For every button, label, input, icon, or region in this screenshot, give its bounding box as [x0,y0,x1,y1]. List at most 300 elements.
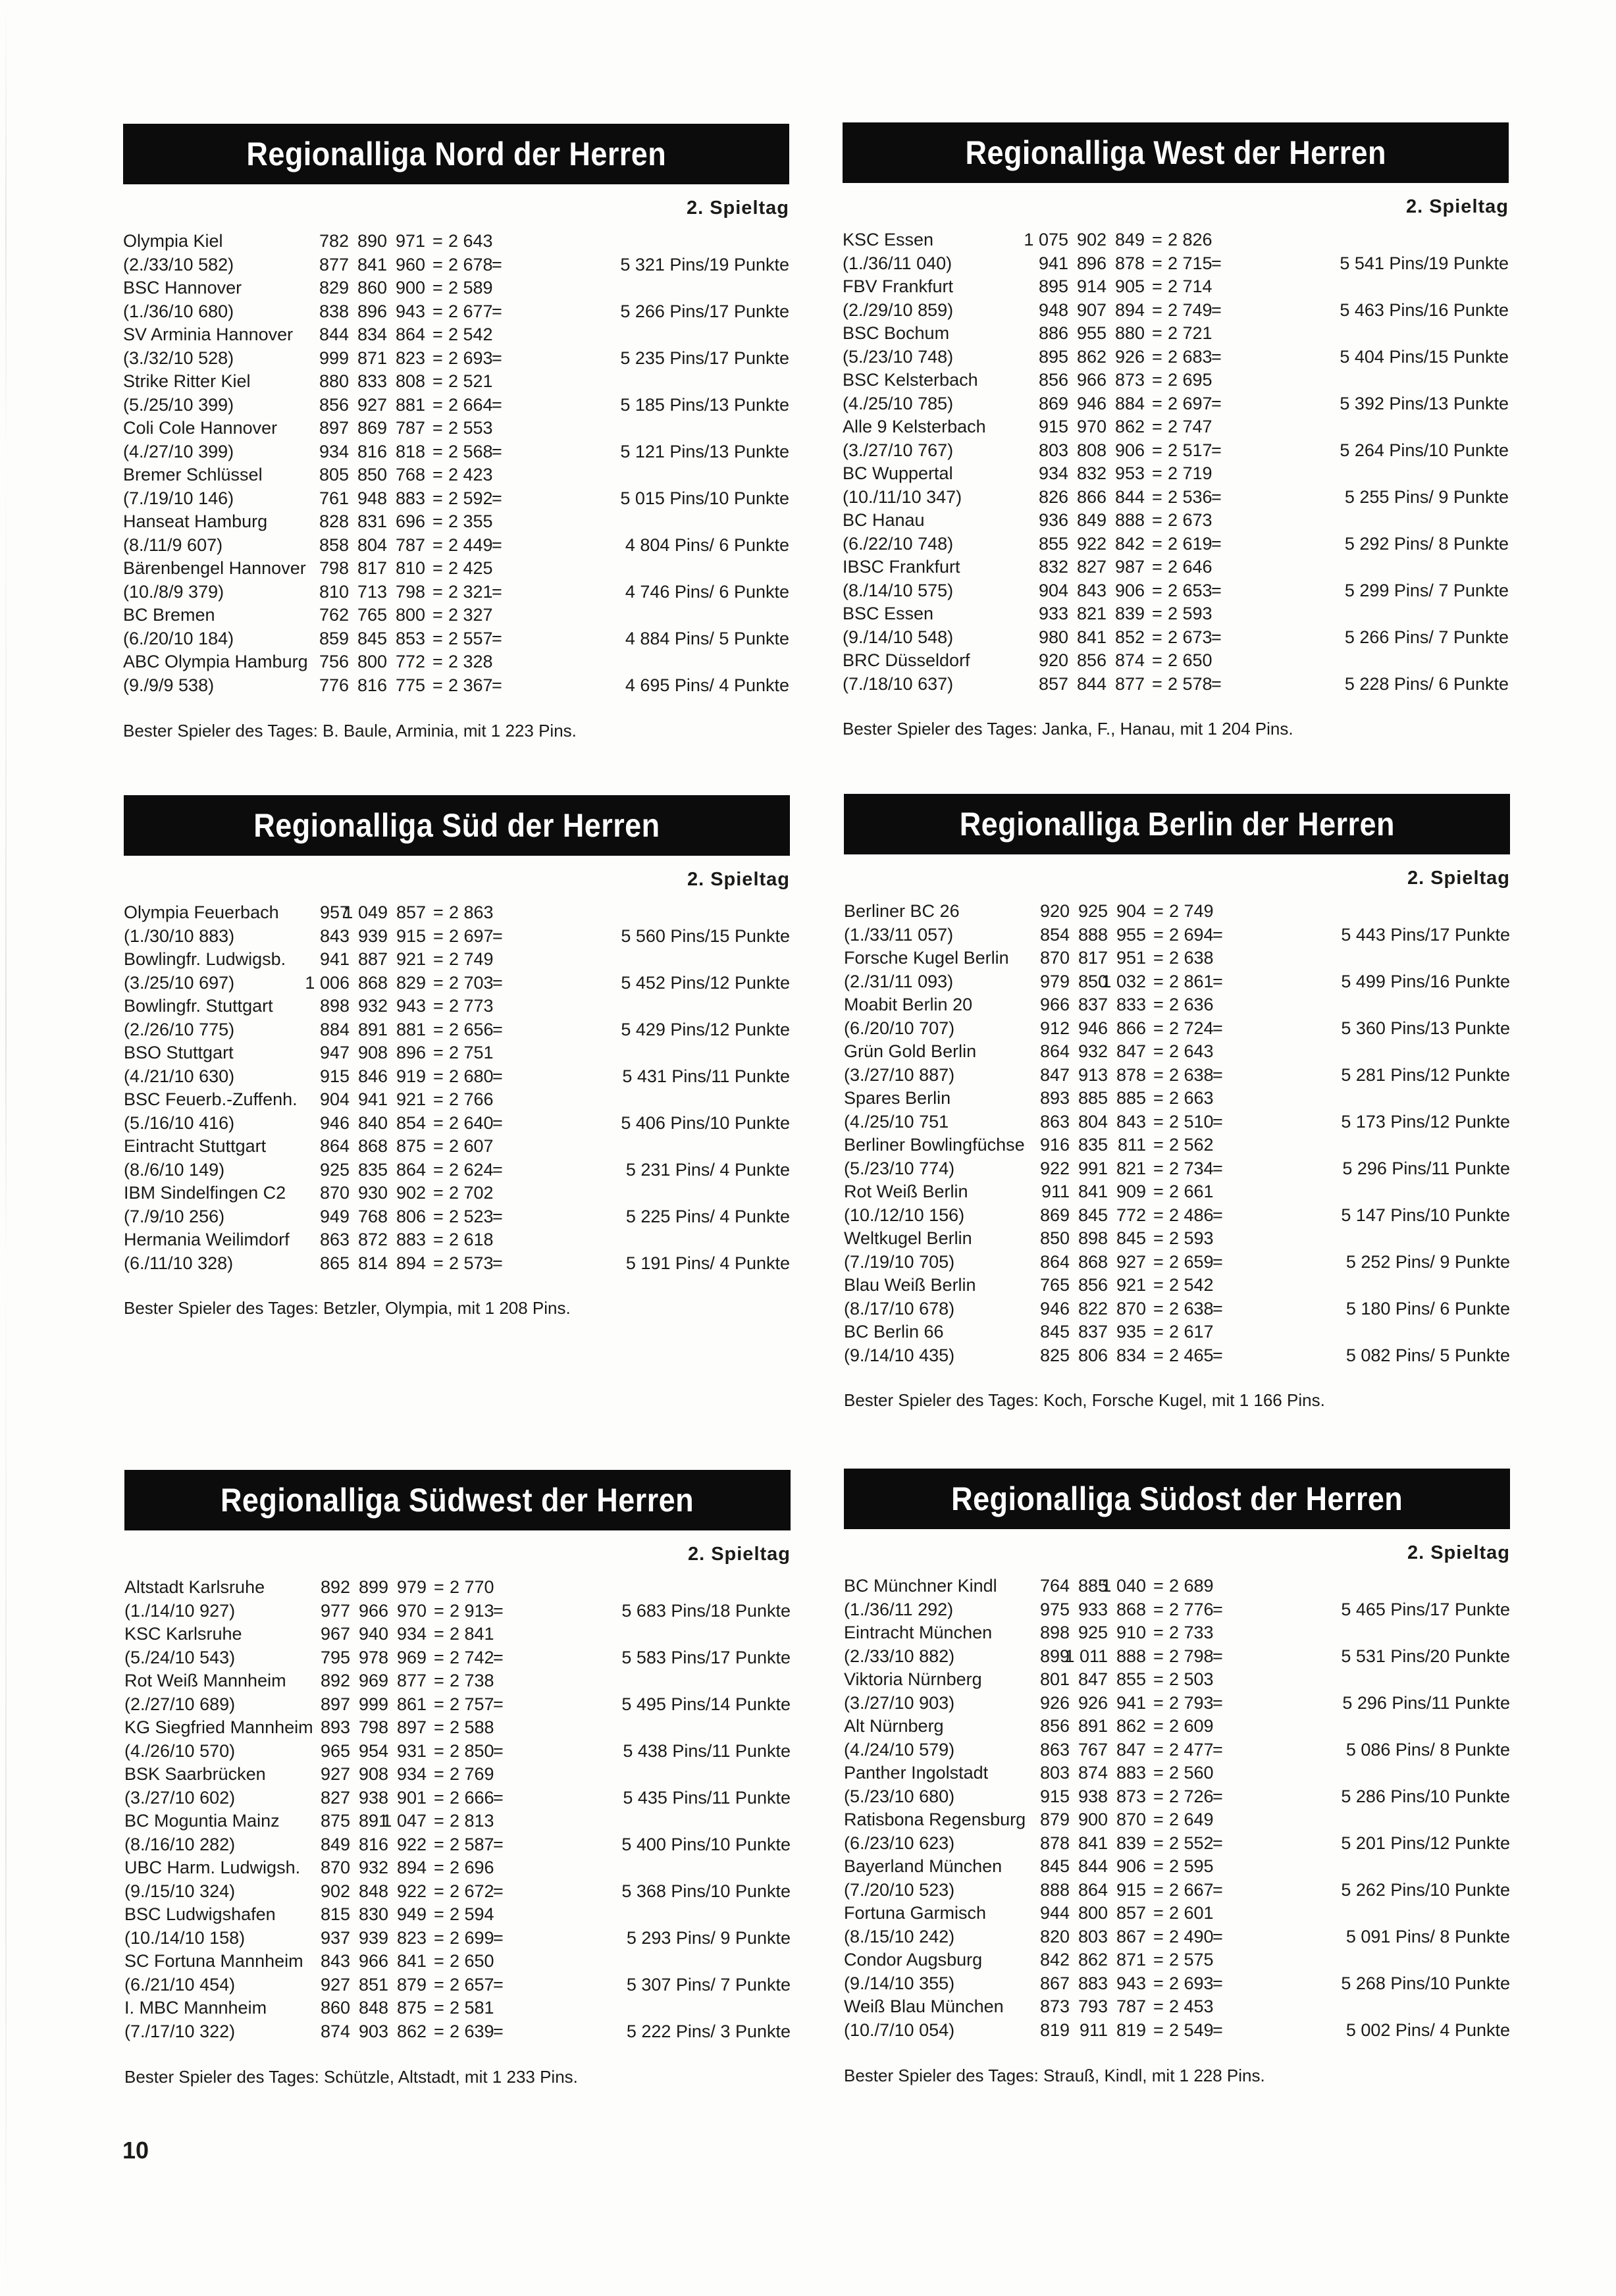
team-name: (1./36/11 292) [844,1599,954,1619]
game-1-pins: 761 [319,488,349,508]
matchday-sum: 2 776 [1169,1599,1214,1619]
team-name: (10./7/10 054) [844,2020,955,2040]
team-name: (2./29/10 859) [843,300,954,320]
section-banner [124,1470,791,1530]
game-3-pins: 934 [396,1764,427,1784]
game-3-pins: 941 [1116,1692,1146,1713]
game-3-pins: 900 [395,278,425,298]
game-1-pins: 874 [320,2021,350,2041]
game-1-pins: 765 [1039,1275,1070,1295]
equals-sign: = [1152,463,1162,483]
equals-sign: = [1152,486,1162,507]
game-1-pins: 803 [1038,440,1068,460]
equals-sign: = [433,902,444,922]
cumulative-total: 4 804 Pins/ 6 Punkte [625,535,789,555]
game-2-pins: 898 [1078,1228,1108,1248]
matchday-sum: 2 617 [1169,1322,1214,1342]
game-1-pins: 1 075 [1024,230,1068,249]
game-1-pins: 864 [319,1136,350,1156]
team-name: BSC Hannover [123,278,242,298]
matchday-sum: 2 747 [1168,417,1212,436]
game-3-pins: 906 [1116,1856,1146,1876]
game-3-pins: 855 [1116,1669,1146,1689]
game-3-pins: 909 [1116,1182,1146,1201]
equals-sign: = [432,348,443,368]
game-1-pins: 897 [320,1694,350,1714]
equals-sign: = [1153,1064,1164,1085]
team-name: (3./27/10 602) [124,1787,236,1808]
equals-sign: = [1152,346,1162,367]
team-name: IBM Sindelfingen C2 [124,1183,286,1203]
team-name: BC Moguntia Mainz [124,1811,280,1831]
page-number: 10 [122,2137,149,2164]
team-name: Spares Berlin [844,1088,951,1108]
best-player-note: Bester Spieler des Tages: Strauß, Kindl, mit 1 228 Pins. [844,2066,1265,2085]
game-1-pins: 920 [1038,650,1068,670]
matchday-sum: 2 609 [1169,1716,1214,1736]
game-2-pins: 837 [1078,995,1108,1014]
game-2-pins: 938 [358,1787,388,1808]
equals-sign: = [1212,1205,1223,1225]
equals-sign: = [1153,1275,1164,1295]
game-2-pins: 970 [1076,417,1107,436]
game-3-pins: 833 [1116,995,1146,1014]
team-name: Bärenbengel Hannover [123,558,306,578]
game-2-pins: 843 [1076,580,1107,600]
table-row [124,1973,791,1997]
game-3-pins: 861 [396,1694,427,1714]
cumulative-total: 5 683 Pins/18 Punkte [621,1600,791,1621]
team-name: FBV Frankfurt [843,276,954,296]
game-2-pins: 860 [357,278,387,298]
game-3-pins: 810 [395,558,425,578]
team-name: Viktoria Nürnberg [844,1669,982,1689]
game-2-pins: 913 [1078,1064,1108,1085]
game-2-pins: 978 [358,1647,388,1667]
equals-sign: = [434,1951,444,1971]
team-name: Alle 9 Kelsterbach [843,417,986,436]
equals-sign: = [433,926,444,946]
cumulative-total: 5 255 Pins/ 9 Punkte [1344,486,1509,507]
matchday-sum: 2 693 [1169,1973,1214,1993]
game-3-pins: 839 [1114,604,1145,623]
table-row [123,627,789,651]
table-row [124,1159,790,1182]
team-name: (1./36/11 040) [843,253,952,273]
table-row [843,556,1509,579]
cumulative-total: 5 185 Pins/13 Punkte [620,394,789,415]
matchday-sum: 2 573 [449,1253,494,1273]
equals-sign: = [1152,580,1162,600]
team-name: Bowlingfr. Stuttgart [124,996,273,1016]
matchday-sum: 2 636 [1169,995,1214,1014]
game-3-pins: 953 [1114,463,1145,483]
game-1-pins: 936 [1038,510,1068,530]
equals-sign: = [433,1043,444,1062]
equals-sign: = [493,1881,504,1901]
table-row [843,673,1509,696]
table-row [844,1925,1510,1949]
game-2-pins: 907 [1076,300,1107,320]
matchday-sum: 2 683 [1168,346,1212,367]
game-2-pins: 816 [358,1834,388,1854]
game-3-pins: 874 [1114,650,1145,670]
equals-sign: = [1153,971,1164,991]
game-1-pins: 916 [1039,1135,1070,1155]
game-1-pins: 856 [1038,370,1068,390]
game-2-pins: 932 [358,1858,388,1877]
matchday-sum: 2 656 [449,1019,494,1039]
table-row [844,1251,1510,1274]
game-1-pins: 854 [1039,924,1070,945]
matchday-sum: 2 913 [450,1600,494,1621]
game-3-pins: 888 [1116,1646,1146,1666]
game-1-pins: 875 [320,1811,350,1831]
game-2-pins: 966 [358,1600,388,1621]
game-2-pins: 834 [357,325,387,344]
equals-sign: = [1153,1903,1164,1923]
table-row [124,1716,791,1740]
matchday-sum: 2 321 [448,581,493,602]
matchday-sum: 2 490 [1169,1926,1214,1946]
game-3-pins: 798 [395,581,425,602]
game-2-pins: 841 [1076,627,1107,647]
team-name: (9./15/10 324) [124,1881,236,1901]
game-3-pins: 772 [395,652,425,671]
game-1-pins: 860 [320,1998,350,2018]
game-2-pins: 864 [1078,1879,1108,1900]
equals-sign: = [1153,1856,1164,1876]
section-title: Regionalliga Südwest der Herren [221,1482,694,1519]
matchday-sum: 2 773 [449,996,494,1016]
matchday-sum: 2 861 [1169,971,1214,991]
game-1-pins: 856 [319,394,349,415]
game-1-pins: 880 [319,371,349,391]
equals-sign: = [432,581,443,602]
game-3-pins: 894 [396,1858,427,1877]
matchday-sum: 2 594 [450,1904,494,1924]
best-player-note: Bester Spieler des Tages: Betzler, Olympia, mit 1 208 Pins. [124,1298,571,1318]
game-2-pins: 891 [358,1811,388,1831]
matchday-sum: 2 696 [450,1858,494,1877]
cumulative-total: 5 541 Pins/19 Punkte [1340,253,1509,273]
team-name: Berliner Bowlingfüchse [844,1135,1025,1155]
equals-sign: = [432,441,443,461]
equals-sign: = [1153,1088,1164,1108]
team-name: Bayerland München [844,1856,1003,1876]
equals-sign: = [1152,230,1162,249]
cumulative-total: 5 222 Pins/ 3 Punkte [626,2021,791,2041]
game-2-pins: 713 [357,581,387,602]
table-row [843,415,1509,439]
results-table [844,1575,1510,2042]
matchday-sum: 2 703 [449,972,494,993]
game-1-pins: 762 [319,605,349,625]
game-1-pins: 879 [1039,1810,1070,1829]
game-2-pins: 969 [358,1671,388,1690]
cumulative-total: 5 368 Pins/10 Punkte [621,1881,791,1901]
equals-sign: = [493,1787,504,1808]
team-name: (2./27/10 689) [124,1694,236,1714]
cumulative-total: 5 307 Pins/ 7 Punkte [626,1974,791,1995]
game-2-pins: 848 [358,1998,388,2018]
game-1-pins: 934 [319,441,349,461]
equals-sign: = [1211,533,1222,554]
game-3-pins: 862 [1114,417,1145,436]
table-row [843,369,1509,392]
equals-sign: = [434,1647,444,1667]
table-row [844,1227,1510,1251]
game-3-pins: 768 [395,465,425,484]
team-name: (7./19/10 146) [123,488,234,508]
game-1-pins: 844 [319,325,349,344]
game-3-pins: 871 [1116,1950,1146,1970]
game-1-pins: 805 [319,465,349,484]
cumulative-total: 5 201 Pins/12 Punkte [1341,1833,1510,1853]
game-1-pins: 934 [1038,463,1068,483]
game-2-pins: 830 [358,1904,388,1924]
game-2-pins: 832 [1076,463,1107,483]
equals-sign: = [434,1717,444,1737]
game-3-pins: 841 [396,1951,427,1971]
team-name: (7./9/10 256) [124,1206,225,1226]
equals-sign: = [1152,323,1162,343]
equals-sign: = [1212,924,1223,945]
equals-sign: = [1212,1879,1223,1900]
table-row [843,392,1509,416]
team-name: (2./26/10 775) [124,1019,235,1039]
game-1-pins: 898 [1039,1623,1070,1642]
equals-sign: = [1212,1251,1223,1272]
equals-sign: = [493,2021,504,2041]
matchday-sum: 2 667 [1169,1879,1214,1900]
team-name: (8./16/10 282) [124,1834,236,1854]
matchday-sum: 2 724 [1169,1018,1214,1038]
team-name: (3./27/10 767) [843,440,954,460]
game-3-pins: 880 [1114,323,1145,343]
game-1-pins: 927 [320,1764,350,1784]
matchday-sum: 2 477 [1169,1739,1214,1760]
team-name: Bremer Schlüssel [123,465,263,484]
cumulative-total: 5 147 Pins/10 Punkte [1341,1205,1510,1225]
team-name: (5./25/10 399) [123,394,234,415]
equals-sign: = [492,441,502,461]
game-2-pins: 822 [1078,1298,1108,1318]
game-3-pins: 906 [1114,440,1145,460]
table-row [124,1065,790,1089]
equals-sign: = [1153,1716,1164,1736]
table-row [844,993,1510,1017]
game-3-pins: 960 [395,254,425,274]
equals-sign: = [492,301,502,321]
game-2-pins: 948 [357,488,387,508]
game-3-pins: 987 [1114,557,1145,577]
section-banner [844,1469,1510,1529]
game-3-pins: 879 [396,1974,427,1995]
team-name: Coli Cole Hannover [123,418,278,438]
game-2-pins: 821 [1076,604,1107,623]
results-table [843,228,1509,696]
game-3-pins: 853 [395,628,425,648]
team-name: Olympia Kiel [123,231,223,251]
equals-sign: = [1152,557,1162,577]
table-row [844,1995,1510,2019]
cumulative-total: 4 695 Pins/ 4 Punkte [625,675,789,695]
game-3-pins: 885 [1116,1088,1146,1108]
table-row [123,674,789,698]
game-1-pins: 941 [1038,253,1068,273]
equals-sign: = [492,972,503,993]
game-3-pins: 904 [1116,901,1146,921]
table-row [843,462,1509,486]
equals-sign: = [1153,1345,1164,1365]
game-1-pins: 764 [1039,1576,1070,1596]
game-1-pins: 845 [1039,1322,1070,1342]
equals-sign: = [492,1112,503,1133]
cumulative-total: 5 264 Pins/10 Punkte [1340,440,1509,460]
table-row [123,487,789,511]
results-table [124,1576,791,2043]
matchday-sum: 2 562 [1169,1135,1214,1155]
matchday-sum: 2 657 [450,1974,494,1995]
game-3-pins: 927 [1116,1251,1146,1272]
cumulative-total: 5 015 Pins/10 Punkte [620,488,789,508]
table-row [124,1950,791,1973]
equals-sign: = [1212,1158,1223,1178]
team-name: Fortuna Garmisch [844,1903,987,1923]
table-row [843,252,1509,276]
matchday-sum: 2 367 [448,675,493,695]
game-3-pins: 811 [1117,1135,1146,1155]
equals-sign: = [1152,673,1162,694]
team-name: Rot Weiß Mannheim [124,1671,286,1690]
game-3-pins: 931 [396,1740,427,1761]
table-row [843,579,1509,603]
team-name: BC Wuppertal [843,463,953,483]
game-2-pins: 808 [1076,440,1107,460]
game-1-pins: 937 [320,1927,350,1948]
table-row [843,275,1509,299]
game-1-pins: 977 [320,1600,350,1621]
matchday-sum: 2 638 [1169,1298,1214,1318]
table-row [123,650,789,674]
equals-sign: = [432,465,443,484]
cumulative-total: 5 360 Pins/13 Punkte [1341,1018,1510,1038]
table-row [844,1879,1510,1902]
equals-sign: = [492,348,502,368]
game-3-pins: 915 [1116,1879,1146,1900]
equals-sign: = [432,394,443,415]
game-2-pins: 817 [357,558,387,578]
scan-edge-artifact [5,0,7,2296]
game-2-pins: 837 [1078,1322,1108,1342]
matchday-sum: 2 521 [448,371,493,391]
equals-sign: = [1211,673,1222,694]
equals-sign: = [432,652,443,671]
matchday-sum: 2 721 [1168,323,1212,343]
matchday-sum: 2 757 [450,1694,494,1714]
game-2-pins: 874 [1078,1763,1108,1783]
matchday-sum: 2 650 [1168,650,1212,670]
cumulative-total: 5 443 Pins/17 Punkte [1341,924,1510,945]
matchday-sum: 2 678 [448,254,493,274]
team-name: Bowlingfr. Ludwigsb. [124,949,286,969]
game-1-pins: 865 [319,1253,350,1273]
equals-sign: = [1211,440,1222,460]
matchday-sum: 2 523 [449,1206,494,1226]
section-banner [124,795,790,856]
game-3-pins: 845 [1116,1228,1146,1248]
equals-sign: = [434,1998,444,2018]
game-3-pins: 875 [396,1136,426,1156]
equals-sign: = [1152,253,1162,273]
game-1-pins: 878 [1039,1833,1070,1853]
game-3-pins: 819 [1116,2020,1146,2040]
game-1-pins: 869 [1038,393,1068,413]
game-1-pins: 944 [1039,1903,1070,1923]
game-1-pins: 803 [1039,1763,1070,1783]
equals-sign: = [1212,1786,1223,1806]
team-name: BSC Essen [843,604,934,623]
matchday-sum: 2 766 [449,1089,494,1109]
game-2-pins: 938 [1078,1786,1108,1806]
game-1-pins: 949 [319,1206,350,1226]
cumulative-total: 5 266 Pins/ 7 Punkte [1344,627,1509,647]
equals-sign: = [1153,1996,1164,2016]
matchday-sum: 2 517 [1168,440,1212,460]
cumulative-total: 5 452 Pins/12 Punkte [621,972,790,993]
game-2-pins: 871 [357,348,387,368]
equals-sign: = [1211,393,1222,413]
equals-sign: = [434,1671,444,1690]
team-name: (5./16/10 416) [124,1112,235,1133]
game-2-pins: 887 [357,949,388,969]
section-title: Regionalliga Süd der Herren [253,807,660,844]
matchday-sum: 2 793 [1169,1692,1214,1713]
game-2-pins: 798 [358,1717,388,1737]
cumulative-total: 5 292 Pins/ 8 Punkte [1344,533,1509,554]
game-3-pins: 806 [396,1206,426,1226]
game-1-pins: 999 [319,348,349,368]
equals-sign: = [434,1904,444,1924]
team-name: (6./20/10 707) [844,1018,955,1038]
team-name: (10./14/10 158) [124,1927,246,1948]
equals-sign: = [492,1206,503,1226]
game-3-pins: 787 [395,535,425,555]
matchday-sum: 2 510 [1169,1111,1214,1132]
team-name: Eintracht Stuttgart [124,1136,267,1156]
table-row [124,1856,791,1880]
equals-sign: = [1212,1599,1223,1619]
matchday-sum: 2 813 [450,1811,494,1831]
matchday-sum: 2 607 [449,1136,494,1156]
cumulative-total: 5 400 Pins/10 Punkte [621,1834,791,1854]
team-name: (8./15/10 242) [844,1926,955,1946]
matchday-sum: 2 751 [449,1043,494,1062]
cumulative-total: 5 091 Pins/ 8 Punkte [1345,1926,1510,1946]
game-3-pins: 884 [1114,393,1145,413]
equals-sign: = [1153,1879,1164,1900]
game-2-pins: 841 [1078,1833,1108,1853]
game-1-pins: 946 [1039,1298,1070,1318]
game-1-pins: 825 [1039,1345,1070,1365]
equals-sign: = [1153,1786,1164,1806]
matchday-sum: 2 770 [450,1577,494,1597]
game-1-pins: 915 [1038,417,1068,436]
game-2-pins: 862 [1078,1950,1108,1970]
cumulative-total: 5 173 Pins/12 Punkte [1341,1111,1510,1132]
cumulative-total: 5 235 Pins/17 Punkte [620,348,789,368]
